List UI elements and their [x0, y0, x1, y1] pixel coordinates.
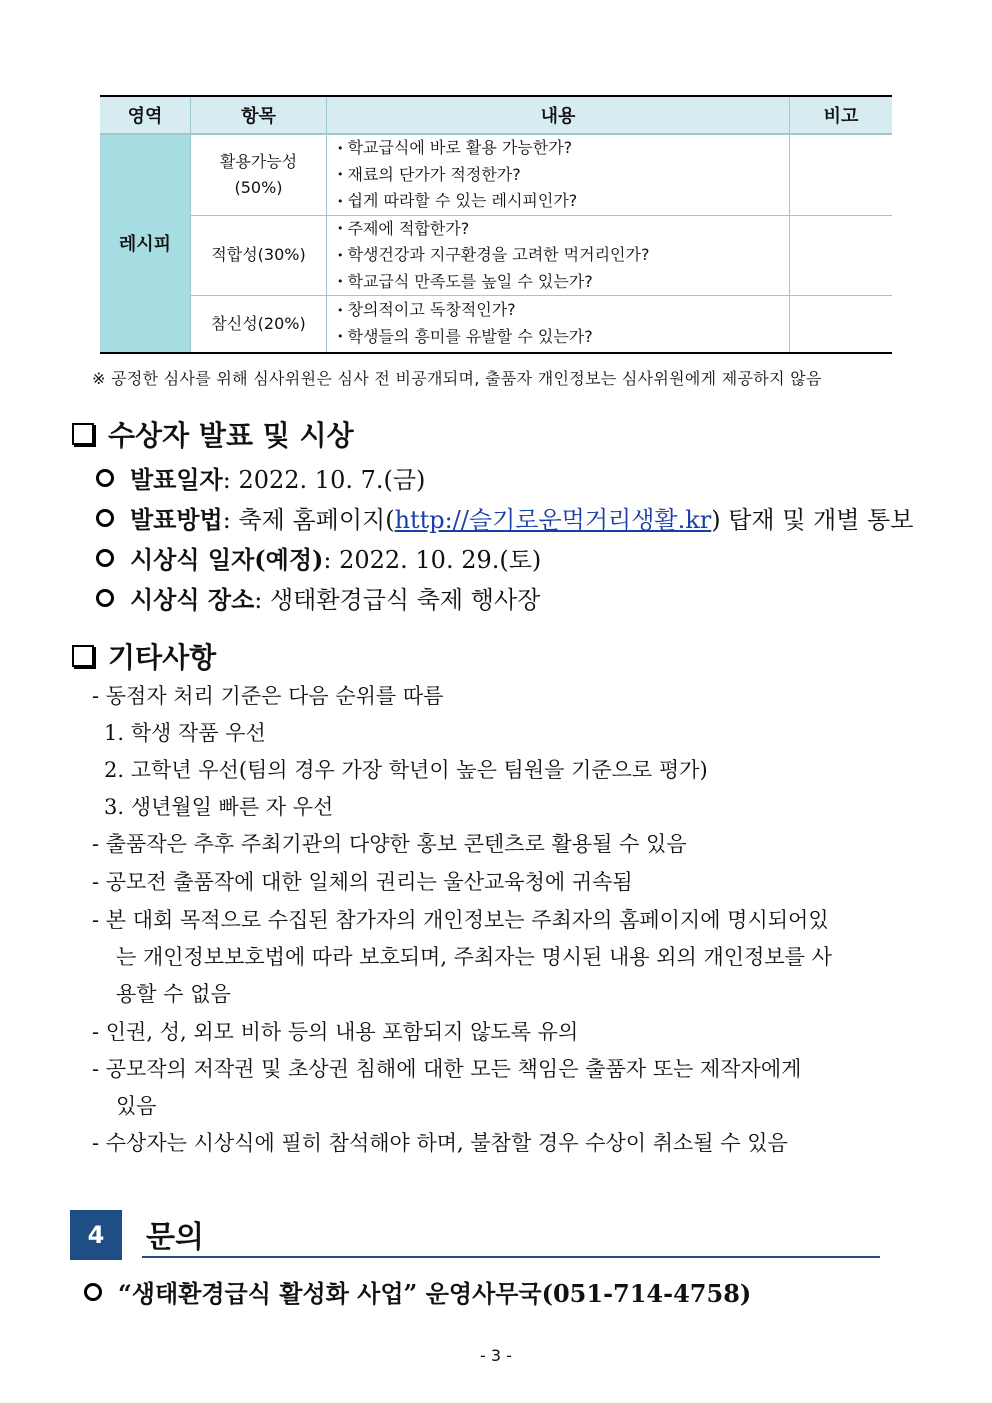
- award-item-ceremony-date: [96, 540, 541, 575]
- evaluation-table: [100, 95, 892, 354]
- item-cell: [191, 215, 327, 296]
- award-item-date: [96, 460, 425, 495]
- award-item-label: 시상식 장소: [130, 585, 255, 614]
- item-cell: [191, 296, 327, 353]
- item-label: 활용가능성: [219, 151, 298, 171]
- festival-homepage-link[interactable]: http://슬기로운먹거리생활.kr: [394, 506, 712, 534]
- circle-bullet-icon: [96, 549, 114, 567]
- content-line: • 학생건강과 지구환경을 고려한 먹거리인가?: [337, 242, 779, 269]
- circle-bullet-icon: [96, 589, 114, 607]
- section-number-badge: 4: [70, 1210, 122, 1260]
- table-row: [100, 296, 892, 353]
- note-cell: [790, 215, 893, 296]
- award-section-title: [72, 414, 354, 454]
- award-item-method: [96, 500, 913, 535]
- award-title-text: 수상자 발표 및 시상: [108, 419, 354, 452]
- etc-line: - 수상자는 시상식에 필히 참석해야 하며, 불참할 경우 수상이 취소될 수 있음: [92, 1131, 788, 1155]
- item-label: 적합성(30%): [211, 245, 306, 265]
- area-cell: 레시피: [100, 134, 191, 353]
- etc-title-text: 기타사항: [108, 641, 217, 674]
- etc-line: - 출품작은 추후 주최기관의 다양한 홍보 콘텐츠로 활용될 수 있음: [92, 832, 687, 856]
- item-weight: (50%): [234, 177, 283, 197]
- note-cell: [790, 296, 893, 353]
- header-note: 비고: [790, 96, 893, 134]
- content-line: • 재료의 단가가 적정한가?: [337, 162, 779, 189]
- content-line: • 학생들의 흥미를 유발할 수 있는가?: [337, 324, 779, 351]
- review-note: ※ 공정한 심사를 위해 심사위원은 심사 전 비공개되며, 출품자 개인정보는 심사위원에게 제공하지 않음: [92, 369, 822, 388]
- etc-line: 있음: [116, 1094, 157, 1118]
- inquiry-title: 문의: [146, 1220, 204, 1255]
- award-item-label: 발표방법: [130, 505, 223, 534]
- content-line: • 학교급식에 바로 활용 가능한가?: [337, 135, 779, 162]
- content-line: • 학교급식 만족도를 높일 수 있는가?: [337, 269, 779, 296]
- etc-line: 는 개인정보보호법에 따라 보호되며, 주최자는 명시된 내용 외의 개인정보를 사: [116, 945, 832, 969]
- etc-section-title: [72, 636, 216, 676]
- content-line: • 주제에 적합한가?: [337, 216, 779, 243]
- award-item-value: : 2022. 10. 7.(금): [222, 466, 426, 494]
- table-row: [100, 215, 892, 296]
- header-area: 영역: [100, 96, 191, 134]
- content-cell: [327, 134, 790, 215]
- content-line: • 창의적이고 독창적인가?: [337, 297, 779, 324]
- etc-line: - 공모전 출품작에 대한 일체의 권리는 울산교육청에 귀속됨: [92, 870, 633, 894]
- award-item-value: : 생태환경급식 축제 행사장: [254, 586, 541, 614]
- checkbox-square-icon: [72, 645, 94, 667]
- etc-line: 1. 학생 작품 우선: [104, 721, 266, 745]
- award-item-value: ) 탑재 및 개별 통보: [711, 506, 914, 534]
- item-label: 참신성(20%): [211, 313, 306, 333]
- note-cell: [790, 134, 893, 215]
- content-cell: [327, 296, 790, 353]
- content-line: • 쉽게 따라할 수 있는 레시피인가?: [337, 188, 779, 215]
- etc-line: - 인권, 성, 외모 비하 등의 내용 포함되지 않도록 유의: [92, 1020, 579, 1044]
- table-row: [100, 134, 892, 215]
- award-item-label: 발표일자: [130, 465, 223, 494]
- section-divider: [142, 1256, 880, 1258]
- page-number: - 3 -: [480, 1346, 512, 1365]
- header-item: 항목: [191, 96, 327, 134]
- inquiry-contact: [84, 1274, 751, 1309]
- circle-bullet-icon: [84, 1283, 102, 1301]
- checkbox-square-icon: [72, 423, 94, 445]
- header-content: 내용: [327, 96, 790, 134]
- etc-line: - 공모작의 저작권 및 초상권 침해에 대한 모든 책임은 출품자 또는 제작자에게: [92, 1057, 802, 1081]
- circle-bullet-icon: [96, 469, 114, 487]
- award-item-label: 시상식 일자(예정): [130, 545, 324, 574]
- etc-line: 용할 수 없음: [116, 982, 231, 1006]
- circle-bullet-icon: [96, 509, 114, 527]
- content-cell: [327, 215, 790, 296]
- award-item-value: : 축제 홈페이지(: [222, 506, 395, 534]
- etc-line: 3. 생년월일 빠른 자 우선: [104, 795, 334, 819]
- inquiry-text: “생태환경급식 활성화 사업” 운영사무국(051-714-4758): [118, 1279, 752, 1308]
- award-item-value: : 2022. 10. 29.(토): [323, 546, 542, 574]
- item-cell: [191, 134, 327, 215]
- etc-line: - 본 대회 목적으로 수집된 참가자의 개인정보는 주최자의 홈페이지에 명시되어있: [92, 908, 829, 932]
- etc-line: - 동점자 처리 기준은 다음 순위를 따름: [92, 684, 444, 708]
- award-item-ceremony-place: [96, 580, 540, 615]
- etc-line: 2. 고학년 우선(팀의 경우 가장 학년이 높은 팀원을 기준으로 평가): [104, 758, 708, 782]
